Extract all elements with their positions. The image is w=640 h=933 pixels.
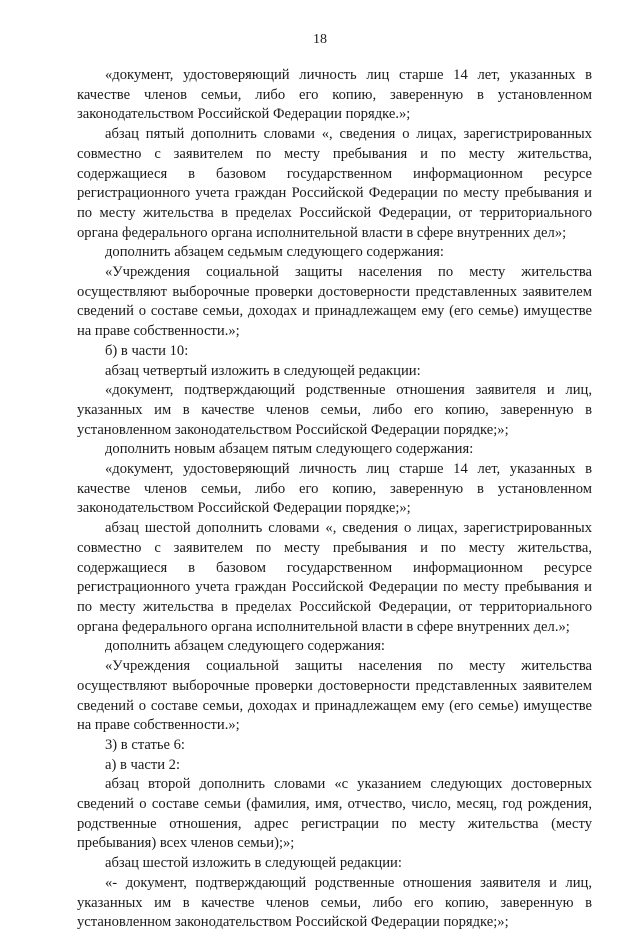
paragraph: абзац шестой изложить в следующей редакции: <box>105 855 402 872</box>
paragraph: дополнить абзацем седьмым следующего содержания: <box>105 244 444 261</box>
paragraph: а) в части 2: <box>105 756 181 773</box>
document-body <box>77 66 592 933</box>
paragraph: «документ, удостоверяющий личность лиц старше 14 лет, указанных в качестве членов семьи, либо его копию, заверенную в установленном законодательством Российской Федерации порядке.»; <box>77 67 592 123</box>
paragraph: «документ, подтверждающий родственные отношения заявителя и лиц, указанных им в качестве членов семьи, либо его копию, заверенную в установленном законодательством Российской Федерации порядке;»; <box>77 382 592 438</box>
paragraph: 3) в статье 6: <box>105 736 185 753</box>
paragraph: абзац пятый дополнить словами «, сведения о лицах, зарегистрированных совместно с заявителем по месту пребывания и по месту жительства, содержащиеся в базовом государственном информационном ресурсе регистрационного учета граждан Российской Федерации по месту пребывания и по месту жительства в пределах Российской Федерации, от территориального органа федерального органа исполнительной власти в сфере внутренних дел»; <box>77 126 592 241</box>
paragraph: б) в части 10: <box>105 342 189 359</box>
paragraph: «документ, удостоверяющий личность лиц старше 14 лет, указанных в качестве членов семьи, либо его копию, заверенную в установленном законодательством Российской Федерации порядке;»; <box>77 461 592 517</box>
page-number: 18 <box>313 32 327 47</box>
paragraph: абзац четвертый изложить в следующей редакции: <box>105 362 421 379</box>
paragraph: абзац шестой дополнить словами «, сведения о лицах, зарегистрированных совместно с заявителем по месту пребывания и по месту жительства, содержащиеся в базовом государственном информационном ресурсе регистрационного учета граждан Российской Федерации по месту пребывания и по месту жительства в пределах Российской Федерации, от территориального органа федерального органа исполнительной власти в сфере внутренних дел.»; <box>77 520 592 635</box>
paragraph: абзац второй дополнить словами «с указанием следующих достоверных сведений о составе семьи (фамилия, имя, отчество, число, месяц, год рождения, родственные отношения, адрес регистрации по месту жительства (месту пребывания) всех членов семьи);»; <box>77 776 592 852</box>
paragraph: дополнить новым абзацем пятым следующего содержания: <box>105 441 474 458</box>
paragraph: «- документ, подтверждающий родственные отношения заявителя и лиц, указанных им в качестве членов семьи, либо его копию, заверенную в установленном законодательством Российской Федерации порядке;»; <box>77 874 592 931</box>
paragraph: дополнить абзацем следующего содержания: <box>105 638 385 655</box>
paragraph: «Учреждения социальной защиты населения по месту жительства осуществляют выборочные проверки достоверности представленных заявителем сведений о составе семьи, доходах и принадлежащем ему (его семье) имуществе на праве собственности.»; <box>77 658 592 734</box>
paragraph: «Учреждения социальной защиты населения по месту жительства осуществляют выборочные проверки достоверности представленных заявителем сведений о составе семьи, доходах и принадлежащем ему (его семье) имуществе на праве собственности.»; <box>77 264 592 340</box>
